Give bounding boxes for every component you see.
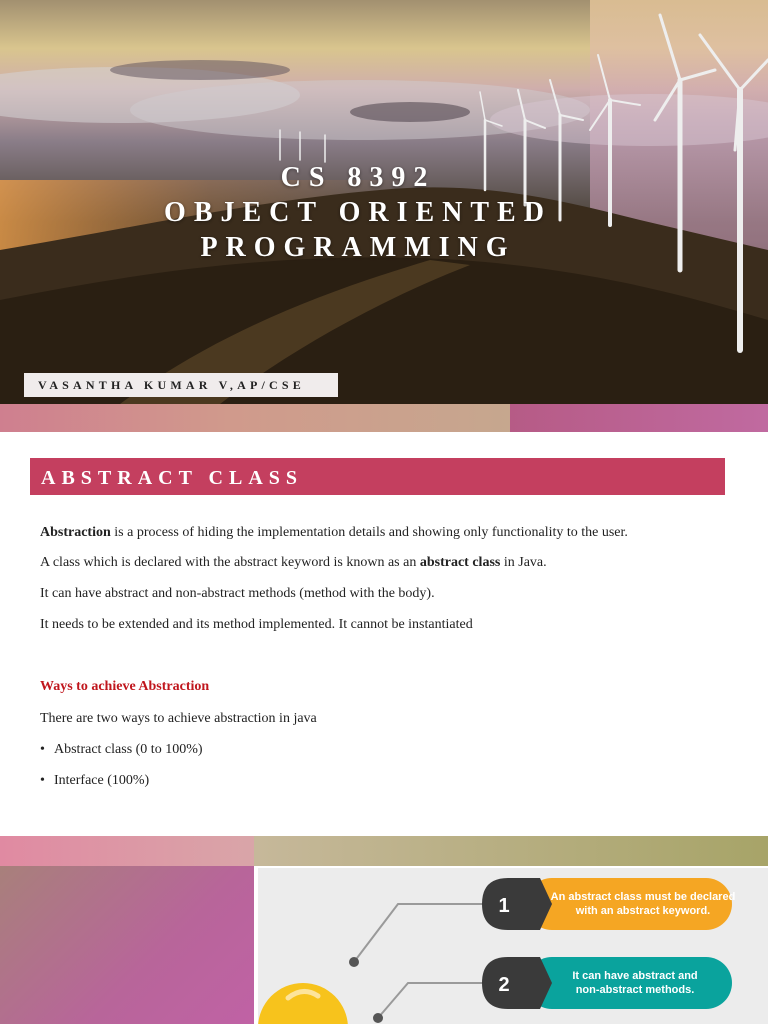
connector-dot [373,1013,383,1023]
step-2-text-line1: It can have abstract and [572,970,698,982]
title-slide [0,0,768,432]
paragraph-text: in Java. [500,555,547,570]
pill-2 [526,957,732,1009]
decorative-band-left [0,836,254,866]
connector-line [354,904,486,962]
title-line-course-code: CS 8392 [280,162,436,193]
list-item [40,772,149,789]
list-item [40,741,203,758]
paragraph-instantiation: It needs to be extended and its method implemented. It cannot be instantiated [40,617,473,632]
slide-heading: ABSTRACT CLASS [41,467,304,489]
step-1-group [482,878,735,930]
paragraph-text: is a process of hiding the implementation details and showing only functionality to the user. [110,525,628,540]
infographic-slide [0,836,768,1024]
term-abstract-class: abstract class [419,555,501,570]
lightbulb-icon [258,983,348,1024]
paragraph-text: A class which is declared with the abstract keyword is known as an [40,555,420,570]
connector-dot [349,957,359,967]
connector-line [378,983,486,1018]
title-line-subject-cont: PROGRAMMING [200,232,516,263]
bullet-icon: • [40,773,45,788]
step-2-group [482,957,732,1009]
ways-intro: There are two ways to achieve abstraction in java [40,711,317,726]
term-abstraction: Abstraction [40,525,111,540]
number-tab-2 [482,957,552,1009]
decorative-band-left [0,404,510,432]
paragraph-methods: It can have abstract and non-abstract methods (method with the body). [40,586,435,601]
slide-title [0,160,716,265]
list-item-text: Interface (100%) [54,773,150,788]
decorative-side-panel [0,866,254,1024]
author-box [24,373,338,397]
author-name: VASANTHA KUMAR V,AP/CSE [38,378,305,392]
step-number-1: 1 [498,895,510,917]
decorative-band-right [254,836,768,866]
step-1-text-line2: with an abstract keyword. [575,905,711,917]
step-number-2: 2 [498,974,510,996]
ways-heading: Ways to achieve Abstraction [40,679,210,694]
pill-1 [526,878,732,930]
paragraph-abstraction-definition [40,524,628,541]
abstract-class-slide [0,432,768,836]
infographic-panel [258,868,768,1024]
abstract-class-infographic [258,868,768,1024]
decorative-band-right [510,404,768,432]
bullet-icon: • [40,742,45,757]
number-tab-1 [482,878,552,930]
title-line-subject: OBJECT ORIENTED [164,197,552,228]
step-1-text-line1: An abstract class must be declared [550,891,736,903]
heading-bar [30,458,725,495]
list-item-text: Abstract class (0 to 100%) [54,742,203,757]
paragraph-abstract-class-definition [40,554,547,571]
step-2-text-line2: non-abstract methods. [575,984,695,996]
